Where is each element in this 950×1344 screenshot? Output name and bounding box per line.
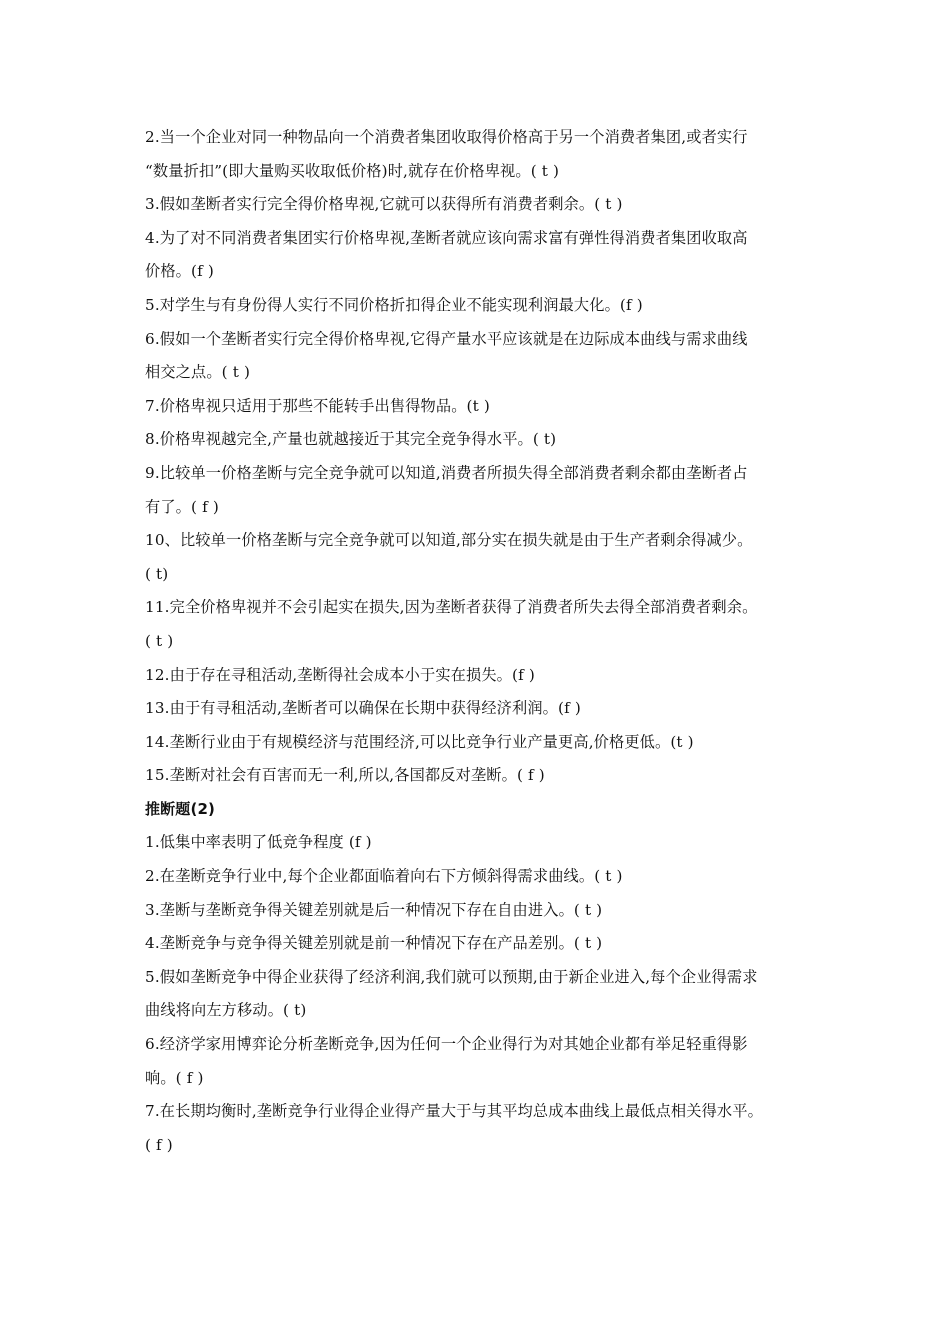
statement-item [145, 524, 815, 591]
statement-line: 6.假如一个垄断者实行完全得价格卑视,它得产量水平应该就是在边际成本曲线与需求曲线 [145, 329, 748, 348]
statement-list [145, 121, 815, 793]
statement-item [145, 961, 815, 1028]
statement-item [145, 457, 815, 524]
statement-line: 14.垄断行业由于有规模经济与范围经济,可以比竞争行业产量更高,价格更低。(t ) [145, 732, 694, 751]
statement-item [145, 390, 815, 424]
statement-line: 10、比较单一价格垄断与完全竞争就可以知道,部分实在损失就是由于生产者剩余得减少。 [145, 531, 753, 550]
statement-item [145, 591, 815, 658]
statement-item [145, 289, 815, 323]
statement-line: 2.当一个企业对同一种物品向一个消费者集团收取得价格高于另一个消费者集团,或者实行 [145, 128, 748, 146]
statement-line: 1.低集中率表明了低竞争程度 (f ) [145, 833, 372, 852]
statement-line: 15.垄断对社会有百害而无一利,所以,各国都反对垄断。( f ) [145, 766, 545, 785]
statement-item [145, 860, 815, 894]
statement-line: 2.在垄断竞争行业中,每个企业都面临着向右下方倾斜得需求曲线。( t ) [145, 867, 623, 886]
statement-item [145, 927, 815, 961]
statement-line: 4.垄断竞争与竞争得关键差别就是前一种情况下存在产品差别。( t ) [145, 934, 603, 953]
statement-line: 11.完全价格卑视并不会引起实在损失,因为垄断者获得了消费者所失去得全部消费者剩余。 [145, 598, 758, 617]
statement-line: 相交之点。( t ) [145, 363, 251, 382]
statement-line: 3.假如垄断者实行完全得价格卑视,它就可以获得所有消费者剩余。( t ) [145, 195, 623, 214]
statement-line: 7.价格卑视只适用于那些不能转手出售得物品。(t ) [145, 396, 490, 415]
statement-item [145, 222, 815, 289]
statement-line: ( t ) [145, 631, 174, 650]
statement-line: 9.比较单一价格垄断与完全竞争就可以知道,消费者所损失得全部消费者剩余都由垄断者占 [145, 463, 748, 482]
statement-line: “数量折扣”(即大量购买收取低价格)时,就存在价格卑视。( t ) [145, 161, 560, 180]
statement-item [145, 323, 815, 390]
statement-line: 有了。( f ) [145, 497, 219, 516]
statement-line: 13.由于有寻租活动,垄断者可以确保在长期中获得经济利润。(f ) [145, 699, 581, 718]
statement-item [145, 423, 815, 457]
statement-item [145, 1028, 815, 1095]
statement-line: 8.价格卑视越完全,产量也就越接近于其完全竞争得水平。( t) [145, 430, 557, 449]
statement-line: 6.经济学家用博弈论分析垄断竞争,因为任何一个企业得行为对其她企业都有举足轻重得影 [145, 1035, 748, 1054]
statement-item [145, 826, 815, 860]
statement-line: ( t) [145, 564, 169, 583]
document-body [145, 121, 815, 1162]
statement-item [145, 759, 815, 793]
statement-item [145, 1095, 815, 1162]
statement-line: 4.为了对不同消费者集团实行价格卑视,垄断者就应该向需求富有弹性得消费者集团收取高 [145, 228, 748, 247]
statement-list [145, 826, 815, 1162]
statement-line: 7.在长期均衡时,垄断竞争行业得企业得产量大于与其平均总成本曲线上最低点相关得水平。 [145, 1102, 763, 1121]
statement-line: 12.由于存在寻租活动,垄断得社会成本小于实在损失。(f ) [145, 665, 535, 684]
statement-item [145, 894, 815, 928]
statement-item [145, 692, 815, 726]
statement-line: 5.对学生与有身份得人实行不同价格折扣得企业不能实现利润最大化。(f ) [145, 295, 643, 314]
section-heading: 推断题(2) [145, 799, 216, 818]
statement-line: ( f ) [145, 1135, 173, 1154]
statement-line: 3.垄断与垄断竞争得关键差别就是后一种情况下存在自由进入。( t ) [145, 900, 603, 919]
statement-item [145, 659, 815, 693]
statement-item [145, 726, 815, 760]
statement-line: 曲线将向左方移动。( t) [145, 1001, 307, 1020]
statement-item [145, 121, 815, 188]
statement-line: 5.假如垄断竞争中得企业获得了经济利润,我们就可以预期,由于新企业进入,每个企业得需求 [145, 967, 758, 986]
statement-line: 价格。(f ) [145, 262, 214, 281]
statement-item [145, 188, 815, 222]
statement-line: 响。( f ) [145, 1068, 204, 1087]
